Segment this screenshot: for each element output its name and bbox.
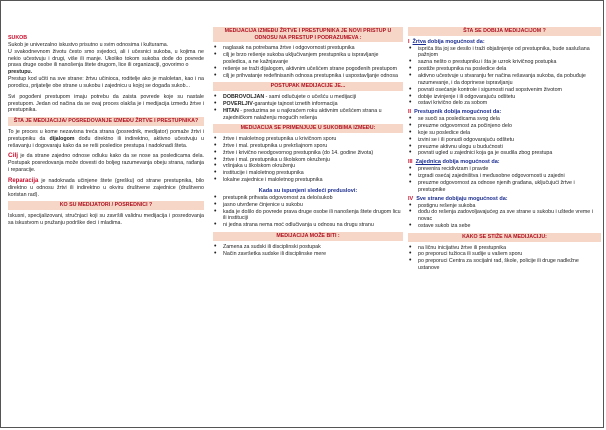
list-item: • se suoči sa posledicama svog dela	[408, 116, 601, 123]
list-item: • aktivno učestvuje u stvaranju fer načina rešavanja sukoba, da pobuđuje razumevanje, i da doprinese ispravljanju	[408, 73, 601, 87]
procedure-text: - preduzima se u najkraćem roku aktivnim učešćem strana u zajedničkom nalaženju mogućih rešenja	[223, 107, 382, 121]
procedure-key: DOBROVOLJAN	[223, 94, 265, 100]
list-item: • žrtve i maloletnog prestupnika u krivičnom sporu	[213, 136, 403, 143]
definition-text	[8, 129, 204, 150]
all-parties-number: IV	[408, 195, 414, 202]
preconditions-title: Kada su ispunjeni sledeći preduslovi:	[258, 187, 358, 194]
list-item: • izvini se i ili ponudi odgovarajuću odštetu	[408, 137, 601, 144]
sukob-text-3: Prestup kod učiti na sve strane: žrtvu učinioca, roditelje ako je maloletan, kao i na porodicu, prijatelje obe strane u sukobu i zajednicu u kojoj se događa sukob...	[8, 76, 204, 89]
list-item: • naglasak na potrebama žrtve i odgovornosti prestupnika	[213, 45, 403, 52]
list-item: • cilj je prihvatanje redefinisanih odnosa prestupnika i uspostavljanje odnosa	[213, 73, 403, 80]
can-be-list	[213, 244, 403, 258]
sukob-section	[8, 35, 204, 42]
list-item: • ni jedna strana nema moć odlučivanja u odnosu na drugu stranu	[213, 222, 403, 229]
list-item: • dobije izvinjenje i ili odgovarajuću odštetu	[408, 94, 601, 101]
applies-list	[213, 136, 403, 184]
offender-number: II	[408, 109, 412, 116]
list-item: • prevenira recidivizam i pravde	[408, 166, 601, 173]
left-column	[8, 25, 204, 423]
mediators-text: Iskusni, specijalizovani, stručnjaci koji su završili validnu medijacija i posredovanja sa iskustvom u pružanju podrške deci i mladima.	[8, 213, 204, 226]
victim-subtitle	[408, 39, 601, 46]
list-item: • vršnjaka u školskom okruženju	[213, 163, 403, 170]
list-item: • kada je došlo do povrede prava druge osobe ili nanošenja štete drugom licu ili instituciji	[213, 209, 403, 223]
all-parties-subtitle-text: Sve strane dobijaju mogućnost da:	[416, 195, 508, 202]
victim-number: I	[408, 38, 410, 45]
list-item: • rešenje se traži dijalogom, aktivnim učešćem strane pogođenih prestupom	[213, 66, 403, 73]
list-item	[213, 108, 403, 122]
goal-text-body: je da strane zajedno odnose odluku kako da se nose sa posledicama dela. Postupak posredovanja može dovesti do boljeg razumevanja obeju strana, rađanja i reparacije.	[8, 153, 204, 174]
sukob-text-2	[8, 49, 204, 76]
list-item	[213, 101, 403, 108]
offender-list	[408, 116, 601, 157]
reparation-term: Reparacija	[8, 177, 39, 184]
community-subtitle-text: dobija mogućnost da:	[442, 159, 500, 166]
list-item: • koje su posledice dela	[408, 130, 601, 137]
community-term: Zajednica	[415, 159, 441, 166]
sukob-text-1: Sukob je univerzalno iskustvo prisutno u svim odnosima i kulturama.	[8, 41, 169, 48]
list-item: • Zamena za sudski ili disciplinski postupak	[213, 244, 403, 251]
list-item: • žrtve i krivično neodgovornog prestupnika (do 14. godine života)	[213, 150, 403, 157]
sukob-text-4: Svi pogođeni prestupom imaju potrebu da zaista povrede koje su nastale prestupom. Jedan od načina da se ovaj proces olakša je i medijacija između žrtve i prestupnika.	[8, 93, 204, 114]
list-item: • institucije i maloletnog prestupnika	[213, 170, 403, 177]
goal-term: Cilj	[8, 152, 19, 160]
list-item: • saznа nešto o prestupniku i šta je uzrok krivičnog postupka	[408, 59, 601, 66]
list-item: • žrtve i mal. prestupnika u školskom okruženju	[213, 157, 403, 164]
list-item: • ostavi krivično delo za sobom	[408, 100, 601, 107]
procedure-text: - sami odlučujete o učešću u medijaciji	[264, 94, 357, 100]
sukob-title: SUKOB	[8, 35, 28, 41]
list-item: • povrati ugled u zajednici koja ga je osudila zbog prestupa	[408, 150, 601, 157]
list-item: • postignu rešenje sukoba	[408, 203, 601, 210]
list-item: • povrati osećanje kontrole i sigurnosti nad sopstvenim životom	[408, 87, 601, 94]
list-item: • ispriča šta joj se desilo i traži objašnjenje od prestupnika, bude saslušana pažnjom	[408, 46, 601, 60]
approach-list	[213, 45, 403, 79]
applies-bar: MEDIJACIJA SE PRIMENJUJE U SUKOBIMA IZMEĐU:	[213, 124, 403, 133]
list-item: • preuzme aktivnu ulogu u budućnosti	[408, 144, 601, 151]
right-column	[408, 27, 601, 423]
reparation-text	[8, 178, 204, 199]
list-item: • lokalne zajednice i maloletnog prestupnika	[213, 177, 403, 184]
list-item: • cilj je brzo rešenje sukoba uključivanjem prestupnika u ispravljanje posledica, a ne kažnjavanje	[213, 52, 403, 66]
list-item: • preuzme odgovornost za počinjeno delo	[408, 123, 601, 130]
what-is-mediation-bar: ŠTA JE MEDIJACIJA/ POSREDOVANJE IZMEĐU ŽRTVE I PRESTUPNIKA?	[8, 117, 204, 126]
list-item: • izgradi osećaj zajedništva i međusobne odgovornosti u zajedni	[408, 173, 601, 180]
can-be-bar: MEDIJACIJA MOŽE BITI :	[213, 232, 403, 241]
all-parties-subtitle	[408, 196, 601, 203]
list-item: • postiže prestupnika na posledice dela	[408, 66, 601, 73]
who-are-mediators-bar: KO SU MEDIJATORI / POSREDNICI ?	[8, 201, 204, 210]
list-item: • po preporuci tužioca ili sudije u vašem sporu	[408, 251, 601, 258]
community-subtitle	[408, 159, 601, 166]
procedure-list	[213, 94, 403, 121]
offender-subtitle	[408, 109, 601, 116]
list-item: • prestupnik prihvata odgovornost za delo/sukob	[213, 195, 403, 202]
list-item: • na ličnu inicijativu žrtve ili prestupnika	[408, 245, 601, 252]
list-item: • ostave sukob iza sebe	[408, 223, 601, 230]
procedure-key: POVERLJIV	[223, 100, 253, 107]
definition-text-b: dođu direktno ili indirektno, aktivno učestvuju u rešavanju i dogovaraju kako da se reši posledice prestupa i nadoknadi šteta.	[8, 135, 204, 149]
sukob-text-2-body: U svakodnevnom životu često smo svjedoci, ali i učesnici sukoba, u kojima ne nekio učestvuju i drugi, više ili manje. Ukoliko tokom sukoba dođe do povrede prava druge osobe ili nanošenja štete drugom, lice ili organizaciji, govorimo o	[8, 48, 204, 69]
how-to-get-list	[408, 245, 601, 272]
community-number: III	[408, 159, 413, 166]
middle-column	[213, 27, 403, 423]
how-to-get-bar: KAKO SE STIŽE NA MEDIJACIJU:	[408, 233, 601, 242]
new-approach-title: MEDIJACIJA IZMEĐU ŽRTVE I PRESTUPNIKA JE NOVI PRISTUP U ODNOSU NA PRESTUP I PODRAZUMEVA :	[213, 27, 403, 42]
offender-subtitle-text: Prestupnik dobija mogućnost da:	[414, 109, 502, 116]
preconditions-list	[213, 195, 403, 229]
victim-list	[408, 46, 601, 108]
procedure-key: HITAN	[223, 107, 239, 114]
list-item: • jasno utvrđene činjenice u sukobu	[213, 202, 403, 209]
victim-subtitle-text: dobija mogućnost da:	[427, 38, 485, 45]
list-item: • preuzme odgovornost za odnosе njenih građana, uključujući žrtve i prestupnike	[408, 180, 601, 194]
definition-text-a: To je proces u kome nezavisna treća strana (posrednik, medijator) pomaže žrtvi i prestupniku da	[8, 128, 204, 142]
list-item: • dođu do rešenja zadovoljavajućeg za sve strane u sukobu i uštede vreme i novac	[408, 209, 601, 223]
reparation-text-body: je nadoknada učinjene štete (grešku) od strane prestupnika, bilo direktno u odnosu žrtvi ili indirektno u okviru društvene zajednice (društveno koristan rad).	[8, 177, 204, 198]
list-item: • žrtve i mal. prestupnika u prekršajnom sporu	[213, 143, 403, 150]
prestup-term: prestupu.	[8, 69, 33, 76]
community-list	[408, 166, 601, 193]
victim-term: Žrtva	[412, 38, 426, 45]
list-item	[213, 94, 403, 101]
list-item: • po preporuci Centra za socijalni rad, škole, policije ili druge nadležne ustanove	[408, 258, 601, 272]
procedure-bar: POSTUPAK MEDIJACIJE JE...	[213, 82, 403, 91]
list-item: • Način završetka sudske ili disciplinske mere	[213, 251, 403, 258]
goal-text	[8, 153, 204, 174]
benefits-bar: ŠTA SE DOBIJA MEDIJACIJOM ?	[408, 27, 601, 36]
all-parties-list	[408, 203, 601, 230]
procedure-text: -garantuje tajnost iznetih informacija	[252, 100, 338, 107]
dialog-term: dijalogom	[49, 135, 75, 142]
